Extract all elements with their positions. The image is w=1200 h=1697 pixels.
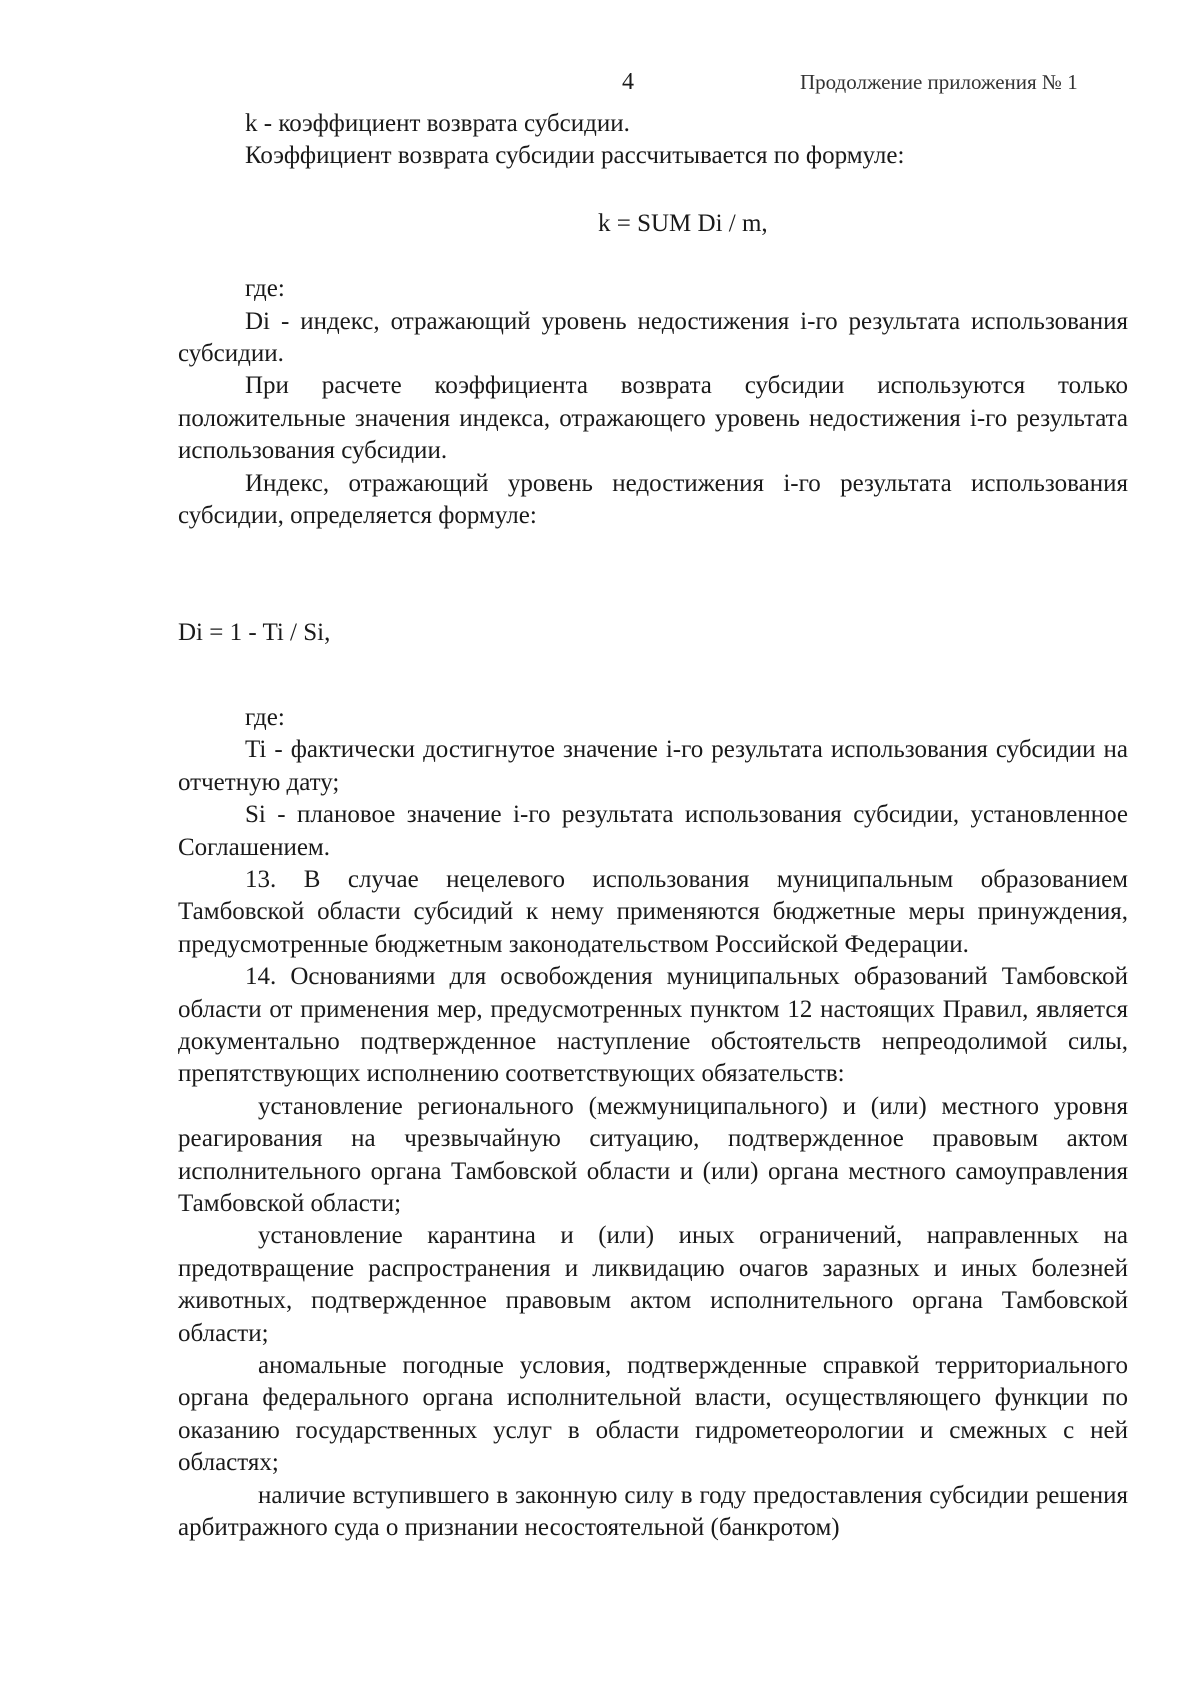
appendix-continuation-note: Продолжение приложения № 1 — [800, 70, 1078, 94]
paragraph-item-13: 13. В случае нецелевого использования муниципальным образованием Тамбовской области субсидий к нему применяются бюджетные меры принуждения, предусмотренные бюджетным законодательством Российской Федерации. — [178, 865, 1128, 958]
where-label-2: где: — [245, 703, 285, 731]
paragraph-si-definition: Si - плановое значение i-го результата использования субсидии, установленное Соглашением. — [178, 801, 1128, 861]
paragraph-positive-values: При расчете коэффициента возврата субсидии используются только положительные значения индекса, отражающего уровень недостижения i-го результата использования субсидии. — [178, 372, 1128, 465]
paragraph-k-definition: k - коэффициент возврата субсидии. — [245, 110, 630, 137]
paragraph-di-definition: Di - индекс, отражающий уровень недостижения i-го результата использования субсидии. — [178, 307, 1128, 368]
where-label-1: где: — [245, 275, 285, 303]
paragraph-emergency: установление регионального (межмуниципального) и (или) местного уровня реагирования на чрезвычайную ситуацию, подтвержденное правовым актом исполнительного органа Тамбовской области и (или) органа местного самоуправления Тамбовской области; — [178, 1092, 1128, 1217]
formula-di: Di = 1 - Ti / Si, — [178, 619, 331, 647]
paragraph-formula-intro: Коэффициент возврата субсидии рассчитывается по формуле: — [245, 142, 905, 170]
formula-k: k = SUM Di / m, — [598, 209, 768, 237]
paragraph-index-formula-intro: Индекс, отражающий уровень недостижения i-го результата использования субсидии, определяется формуле: — [178, 469, 1128, 530]
paragraph-weather: аномальные погодные условия, подтвержденные справкой территориального органа федерального органа исполнительной власти, осуществляющего функции по оказанию государственных услуг в области гидрометеорологии и смежных с ней областях; — [178, 1352, 1128, 1477]
document-body — [178, 108, 1128, 1544]
paragraph-arbitration: наличие вступившего в законную силу в году предоставления субсидии решения арбитражного суда о признании несостоятельной (банкротом) — [178, 1481, 1128, 1542]
paragraph-item-14: 14. Основаниями для освобождения муниципальных образований Тамбовской области от применения мер, предусмотренных пунктом 12 настоящих Правил, является документально подтвержденное наступление обстоятельств непреодолимой силы, препятствующих исполнению соответствующих обязательств: — [178, 963, 1128, 1088]
paragraph-ti-definition: Ti - фактически достигнутое значение i-го результата использования субсидии на отчетную дату; — [178, 736, 1128, 796]
page-number: 4 — [622, 69, 634, 95]
paragraph-quarantine: установление карантина и (или) иных ограничений, направленных на предотвращение распространения и ликвидацию очагов заразных и иных болезней животных, подтвержденное правовым актом исполнительного органа Тамбовской области; — [178, 1222, 1128, 1347]
